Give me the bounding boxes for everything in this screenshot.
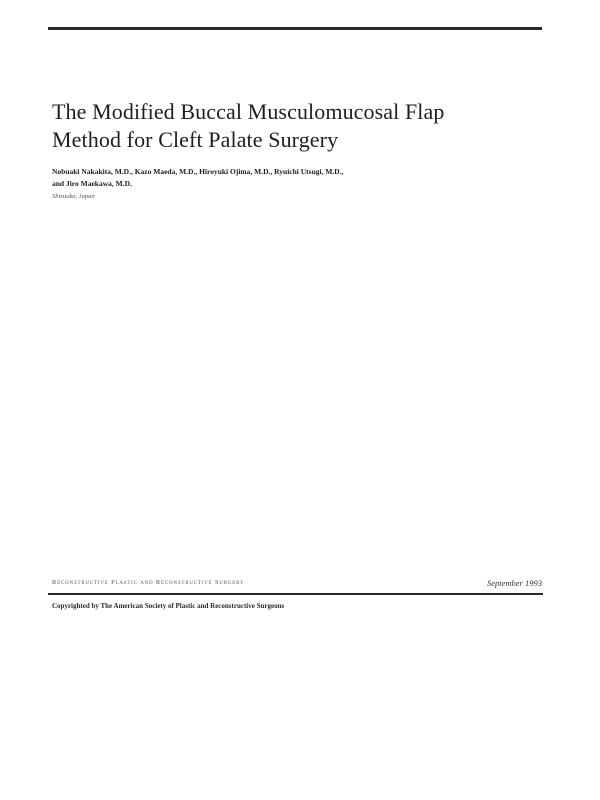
journal-name: Reconstructive Plastic and Reconstructive Surgery (52, 579, 245, 586)
issue-date: September 1993 (486, 578, 542, 588)
copyright-notice: Copyrighted by The American Society of Plastic and Reconstructive Surgeons (52, 602, 285, 610)
authors-line-1: Nobuaki Nakakita, M.D., Kazo Maeda, M.D., Hiroyuki Ojima, M.D., Ryuichi Utsugi, M.D., (52, 167, 344, 176)
authors-line-2: and Jiro Maekawa, M.D. (52, 179, 132, 188)
journal-footer (52, 578, 542, 590)
author-list (52, 166, 542, 190)
affiliation: Shizuoka, Japan (52, 193, 95, 200)
footer-rule (48, 593, 543, 595)
title-line-2: Method for Cleft Palate Surgery (52, 127, 339, 152)
article-title (52, 98, 552, 154)
top-rule (48, 27, 542, 30)
title-line-1: The Modified Buccal Musculomucosal Flap (52, 99, 445, 124)
